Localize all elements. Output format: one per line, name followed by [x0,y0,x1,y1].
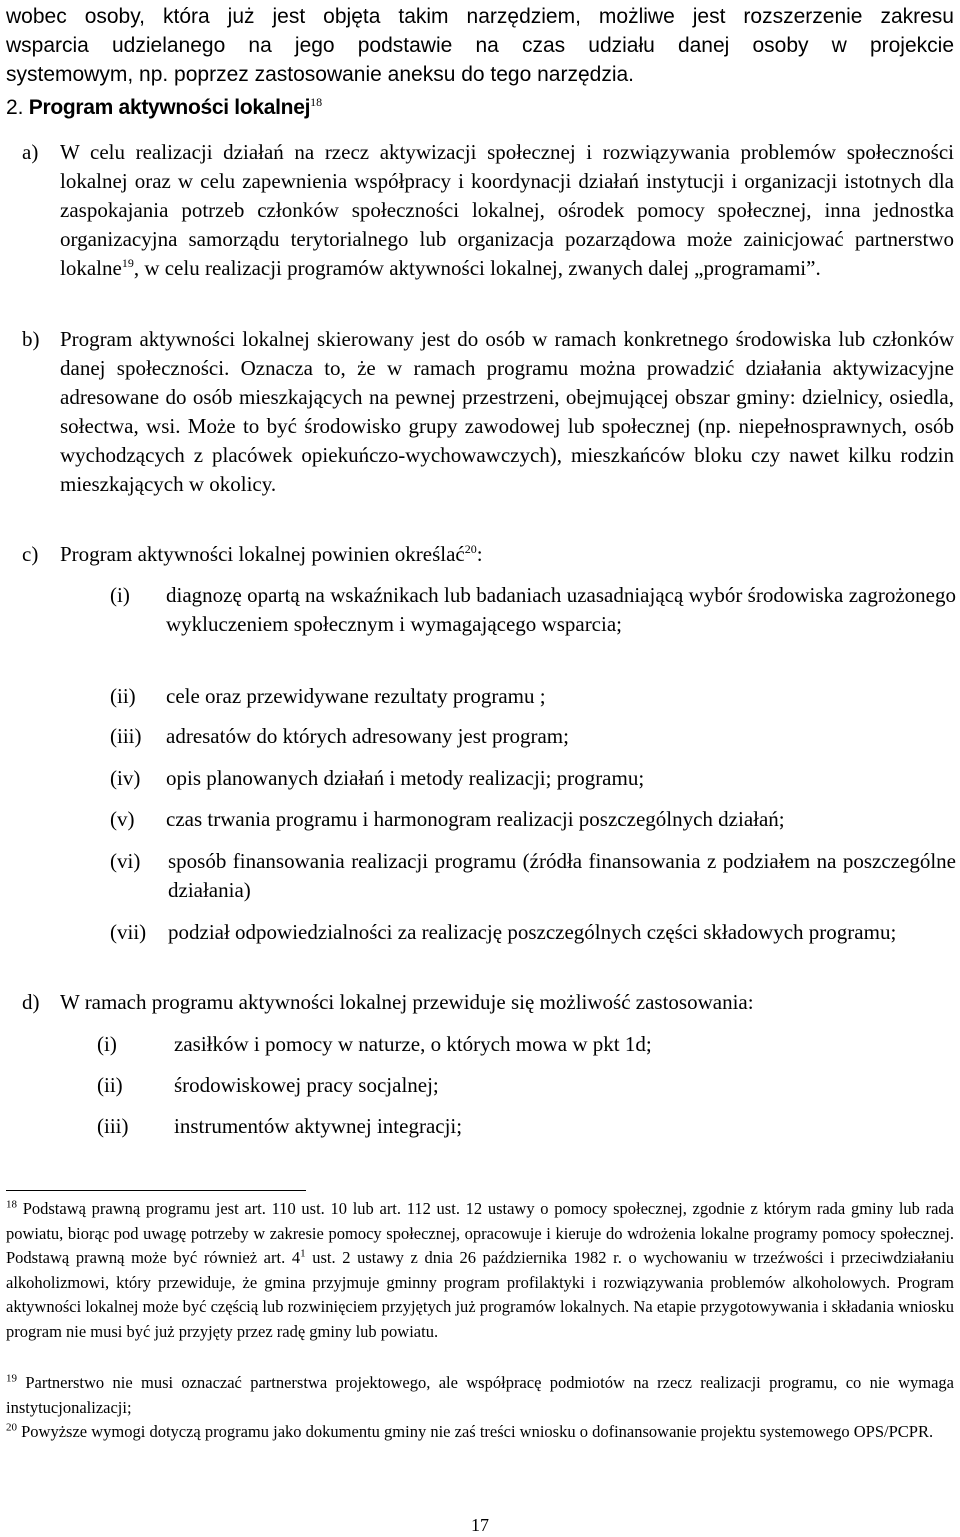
footnote-ref-19: 19 [121,256,134,270]
paragraph-marker: d) [22,990,40,1014]
intro-paragraph [6,2,954,89]
list-item-text: cele oraz przewidywane rezultaty programu ; [166,684,546,708]
footnote-ref-20: 20 [464,542,477,556]
list-item-text: podział odpowiedzialności za realizację poszczególnych części składowych programu; [168,920,897,944]
paragraph-marker: c) [22,542,39,566]
list-item-text: środowiskowej pracy socjalnej; [174,1073,439,1097]
list-item [97,1071,956,1100]
paragraph-text [60,138,954,283]
list-item-text: instrumentów aktywnej integracji; [174,1114,463,1138]
paragraph-c-tail: : [476,542,483,566]
footnote-ref-18: 18 [310,95,323,109]
paragraph-c-body: Program aktywności lokalnej powinien określać [60,542,465,566]
list-item-marker: (i) [110,583,130,607]
intro-line: systemowym, np. poprzez zastosowanie aneksu do tego narzędzia. [6,63,635,86]
list-item-text: czas trwania programu i harmonogram realizacji poszczególnych działań; [166,807,785,831]
paragraph-a [22,138,954,283]
list-item-text: zasiłków i pomocy w naturze, o których mowa w pkt 1d; [174,1032,652,1056]
section-title: Program aktywności lokalnej [28,96,311,119]
paragraph-text: W ramach programu aktywności lokalnej przewiduje się możliwość zastosowania: [60,990,754,1014]
list-item-marker: (iii) [110,724,142,748]
footnote-18 [6,1197,954,1344]
intro-line: wsparcia udzielanego na jego podstawie na czas udziału danej osoby w projekcie [6,34,954,57]
section-number: 2. [6,96,24,119]
list-item-marker: (iv) [110,766,141,790]
list-item [110,805,956,834]
list-item-text: adresatów do których adresowany jest program; [166,724,569,748]
list-item [110,764,956,793]
list-item-text: sposób finansowania realizacji programu (źródła finansowania z podziałem na poszczególne działania) [168,849,956,902]
paragraph-b [22,325,954,499]
intro-line: wobec osoby, która już jest objęta takim narzędziem, możliwe jest rozszerzenie zakresu [6,5,954,28]
footnote-text: Partnerstwo nie musi oznaczać partnerstwa projektowego, ale współpracę podmiotów na rzecz realizacji programu, co nie wymaga instytucjonalizacji; [6,1373,954,1417]
list-item-marker: (v) [110,807,135,831]
list-item [97,1030,956,1059]
paragraph-marker: b) [22,327,40,351]
list-item-text-body: diagnozę opartą na wskaźnikach lub badaniach uzasadniającą wybór środowiska zagrożonego wykluczeniem społecznym i wymagającego wsparcia; [166,583,956,636]
list-item-text [166,581,956,639]
page-number: 17 [471,1515,489,1535]
list-item [110,918,956,947]
list-item [110,682,956,711]
list-item-marker: (iii) [97,1114,129,1138]
footnote-number: 19 [6,1372,17,1385]
list-item-text: opis planowanych działań i metody realizacji; programu; [166,766,645,790]
footnote-text: Powyższe wymogi dotyczą programu jako dokumentu gminy nie zaś treści wniosku o dofinansowanie projektu systemowego OPS/PCPR. [21,1422,934,1441]
footnote-number: 20 [6,1421,17,1434]
footnote-superscript: 1 [300,1247,306,1260]
paragraph-marker: a) [22,140,39,164]
paragraph-c [22,540,954,569]
list-item-marker: (ii) [110,684,136,708]
paragraph-text: Program aktywności lokalnej skierowany jest do osób w ramach konkretnego środowiska lub członków danej społeczności. Oznacza to, że w ramach programu można prowadzić działania aktywizacyjne adresowane do osób mieszkających na pewnej przestrzeni, obejmującej obszar gminy: dzielnicy, osiedla, sołectwa, wsi. Może to być środowisko grupy zawodowej lub społecznej (np. niepełnosprawnych, osób wychodzących z placówek opiekuńczo-wychowawczych), mieszkańców bloku czy nawet kilku rodzin mieszkających w okolicy. [60,327,954,496]
list-item [110,722,956,751]
footnote-text-continued: ust. 2 ustawy z dnia 26 października 1982 r. o wychowaniu w trzeźwości i przeciwdziałaniu alkoholizmowi, który przewiduje, że gmina przyjmuje gminny program profilaktyki i rozwiązywania problemów alkoholowych. Program aktywności lokalnej może być częścią lub rozwinięciem przyjętych już programów lokalnych. Na etapie przygotowywania i składania wniosku program nie musi być już przyjęty przez radę gminy lub powiatu. [6,1248,954,1341]
paragraph-a-body: W celu realizacji działań na rzecz aktywizacji społecznej i rozwiązywania problemów społeczności lokalnej oraz w celu zapewnienia współpracy i koordynacji działań instytucji i organizacji istotnych dla zaspokajania potrzeb członków społeczności lokalnej, ośrodek pomocy społecznej, inna jednostka organizacyjna samorządu terytorialnego lub organizacja pozarządowa może zainicjować partnerstwo lokalne [60,140,954,280]
list-item-marker: (ii) [97,1073,123,1097]
list-item [110,581,956,639]
list-item [110,847,956,905]
list-item-marker: (i) [97,1032,117,1056]
list-item-marker: (vi) [110,849,141,873]
footnote-number: 18 [6,1198,17,1211]
list-item [97,1112,956,1141]
list-item-marker: (vii) [110,920,147,944]
footnote-text: Podstawą prawną programu jest art. 110 ust. 10 lub art. 112 ust. 12 ustawy o pomocy społecznej, zgodnie z którym rada gminy lub rada powiatu, biorąc pod uwagę potrzeby w zakresie pomocy społecznej, opracowuje i kieruje do wdrożenia lokalne programy pomocy społecznej. Podstawą prawną może być również art. 4 [6,1199,955,1267]
paragraph-d [22,988,954,1017]
paragraph-text [60,540,954,569]
footnote-19 [6,1371,954,1420]
paragraph-a-tail: , w celu realizacji programów aktywności lokalnej, zwanych dalej „programami”. [133,256,821,280]
footnote-20 [6,1420,954,1445]
footnote-separator [6,1190,306,1191]
section-heading [6,93,322,122]
